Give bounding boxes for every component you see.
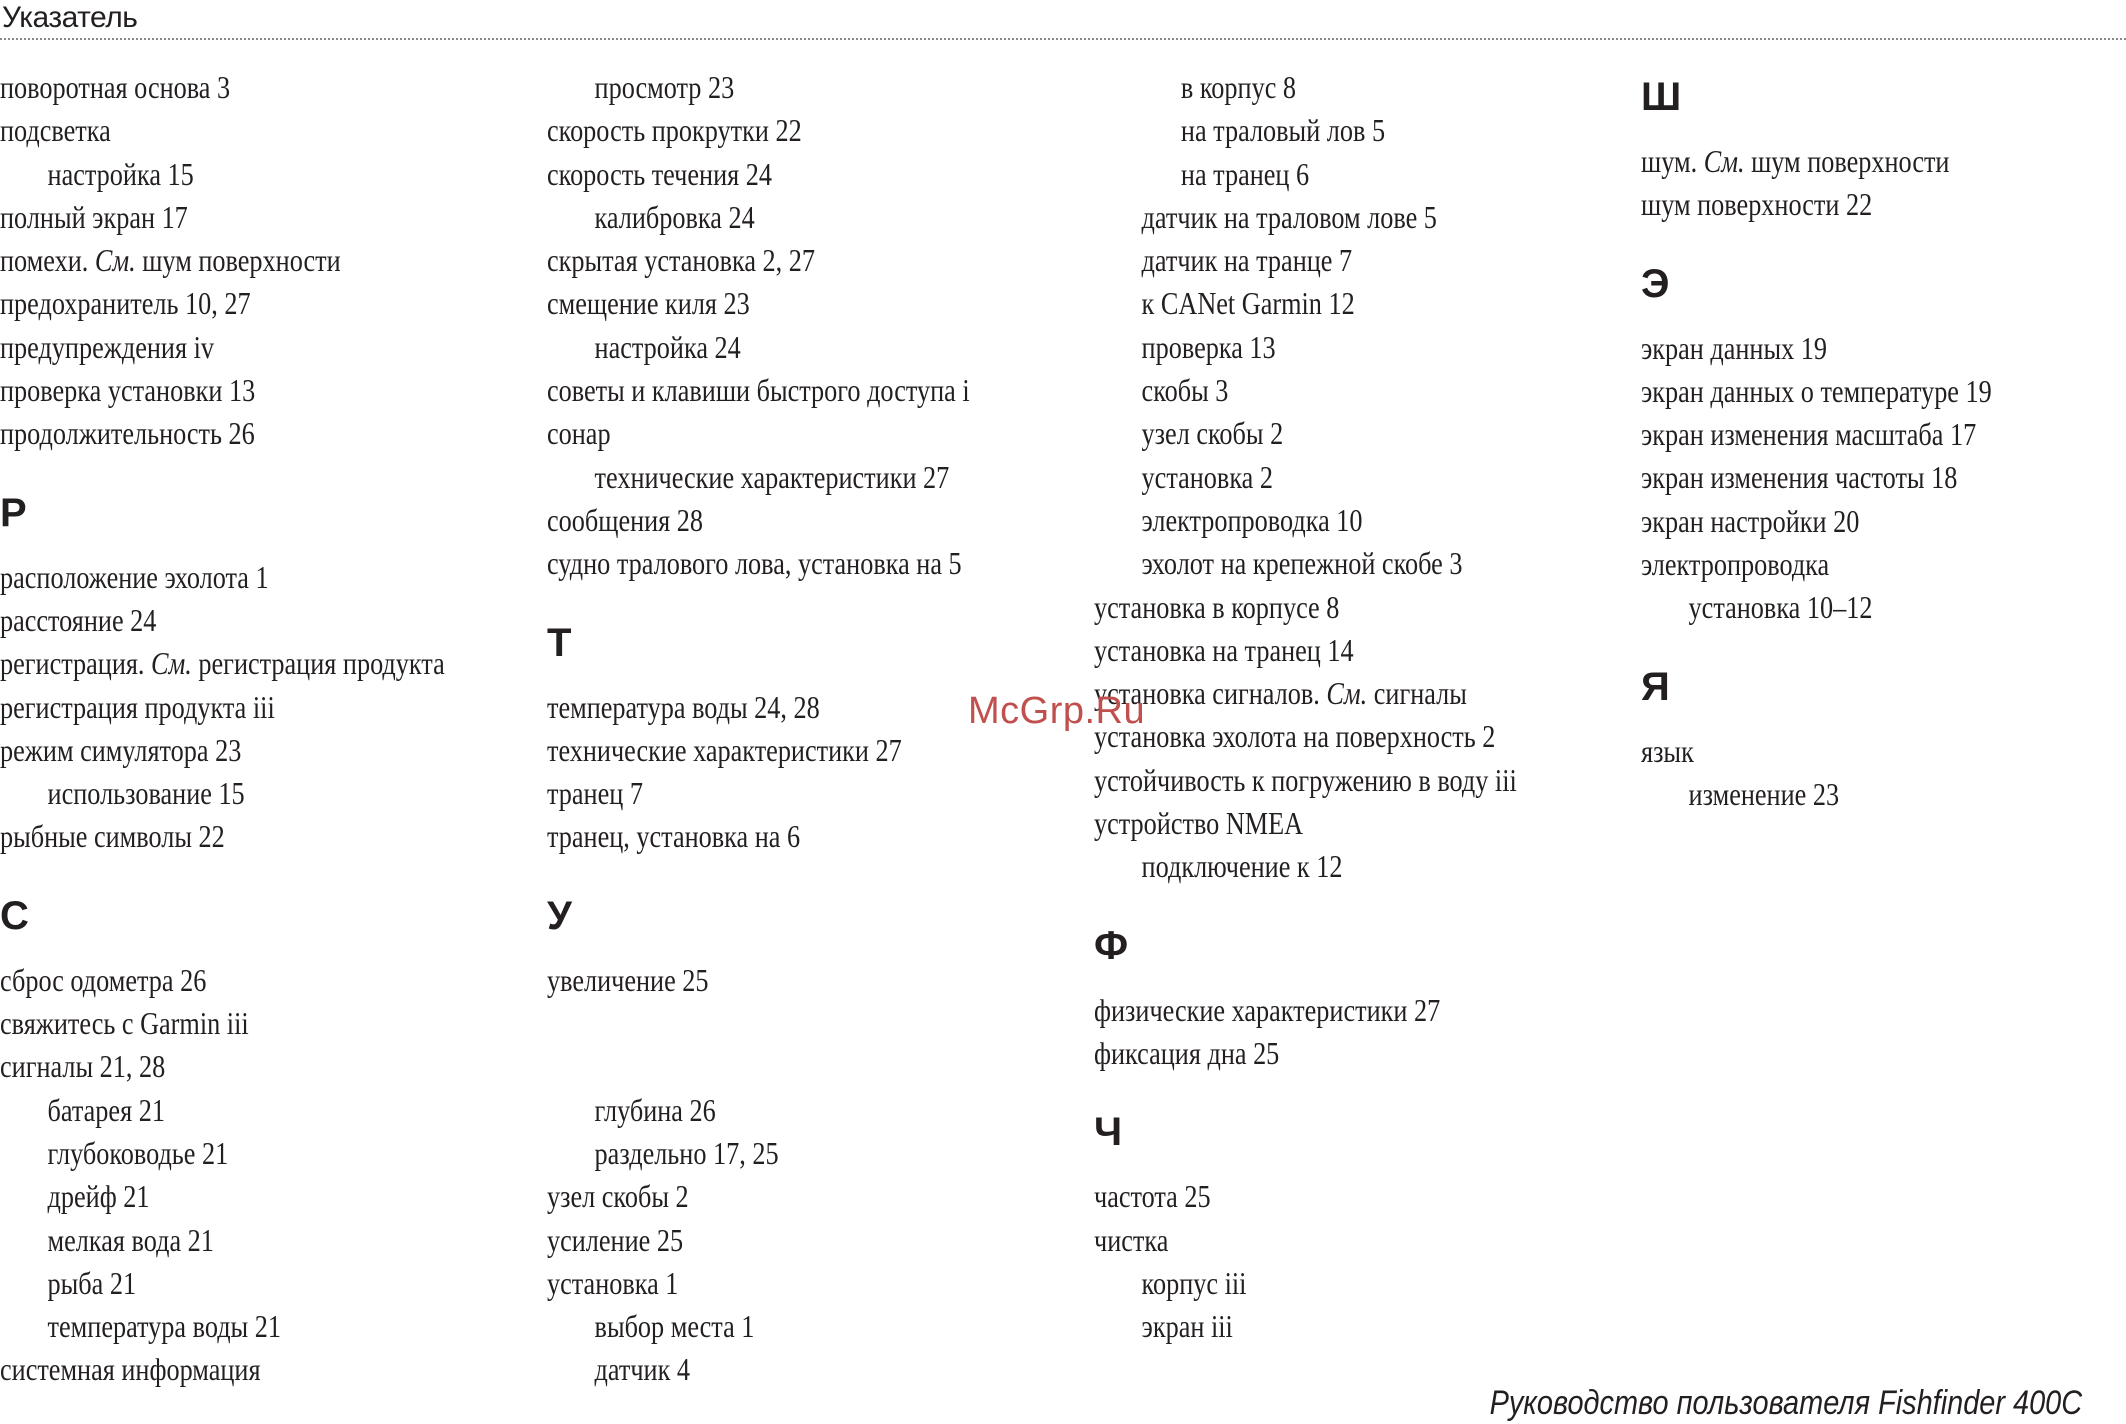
index-entry: судно тралового лова, установка на 5: [547, 545, 962, 582]
index-entry: усиление 25: [547, 1221, 684, 1258]
index-entry-see: [0, 239, 445, 282]
index-entry: установка в корпусе 8: [1094, 588, 1340, 625]
index-subentry: к CANet Garmin 12: [1141, 285, 1355, 322]
index-letter-heading: С: [0, 893, 29, 938]
index-subentry: установка 10–12: [1688, 589, 1873, 626]
index-entry: скорость прокрутки 22: [547, 112, 802, 149]
index-entry: фиксация дна 25: [1094, 1034, 1280, 1071]
index-entry: установка 1: [547, 1264, 679, 1301]
index-entry: поворотная основа 3: [0, 69, 231, 105]
index-entry: устойчивость к погружению в воду iii: [1094, 761, 1517, 798]
index-column-3: [1094, 66, 1610, 1348]
index-spacer: [547, 1002, 970, 1045]
index-subentry: технические характеристики 27: [594, 458, 950, 495]
index-entry-target: регистрация продукта: [191, 645, 445, 682]
see-reference-label: См.: [151, 645, 192, 682]
index-entry-see: [1094, 672, 1517, 715]
index-subentry: на траловый лов 5: [1180, 112, 1386, 149]
index-subentry: скобы 3: [1141, 372, 1229, 409]
index-entry: установка на транец 14: [1094, 631, 1354, 668]
index-subentry: батарея 21: [47, 1091, 165, 1128]
index-subentry: выбор места 1: [594, 1308, 755, 1345]
index-entry: частота 25: [1094, 1178, 1211, 1215]
index-letter-heading: Э: [1641, 261, 1670, 306]
index-letter-heading: Т: [547, 620, 572, 665]
index-entry-text: установка сигналов.: [1094, 675, 1327, 712]
index-subentry: калибровка 24: [594, 198, 755, 235]
page-title: Указатель: [2, 1, 138, 34]
index-subentry: просмотр 23: [594, 69, 735, 105]
index-entry: предупреждения iv: [0, 328, 214, 365]
index-entry: расположение эхолота 1: [0, 558, 269, 595]
index-subentry: глубина 26: [594, 1091, 716, 1128]
index-column-4: [1641, 66, 2069, 816]
index-entry: транец 7: [547, 775, 643, 812]
index-letter-heading: У: [547, 893, 572, 938]
index-entry: смещение киля 23: [547, 285, 750, 322]
see-reference-label: См.: [1326, 675, 1368, 712]
index-entry: установка эхолота на поверхность 2: [1094, 718, 1496, 755]
index-entry: экран данных 19: [1641, 329, 1828, 366]
index-subentry: мелкая вода 21: [47, 1221, 214, 1258]
index-subentry: изменение 23: [1688, 775, 1840, 812]
index-entry-text: помехи.: [0, 242, 95, 279]
page-header: [0, 0, 2126, 40]
index-subentry: температура воды 21: [47, 1308, 281, 1345]
index-entry: узел скобы 2: [547, 1178, 689, 1215]
index-letter-heading: Ч: [1094, 1110, 1123, 1155]
index-entry: полный экран 17: [0, 198, 188, 235]
index-entry: расстояние 24: [0, 601, 157, 638]
index-letter-heading: Р: [0, 490, 27, 535]
index-entry: устройство NMEA: [1094, 805, 1304, 842]
index-subentry: датчик на транце 7: [1141, 242, 1353, 279]
index-entry-see: [1641, 140, 1992, 183]
index-entry: транец, установка на 6: [547, 818, 801, 855]
index-entry: режим симулятора 23: [0, 731, 242, 768]
index-subentry: дрейф 21: [47, 1178, 150, 1215]
index-entry: советы и клавиши быстрого доступа i: [547, 372, 970, 409]
index-entry: системная информация: [0, 1351, 261, 1388]
index-entry-target: шум поверхности: [1744, 143, 1950, 179]
index-subentry: датчик на траловом лове 5: [1141, 198, 1437, 235]
index-subentry: узел скобы 2: [1141, 415, 1284, 452]
index-spacer: [547, 1045, 970, 1088]
index-entry-target: шум поверхности: [135, 242, 341, 279]
index-entry: проверка установки 13: [0, 372, 256, 409]
index-subentry: в корпус 8: [1180, 69, 1297, 105]
index-entry-text: шум.: [1641, 143, 1704, 179]
index-entry: физические характеристики 27: [1094, 991, 1441, 1028]
index-entry: скрытая установка 2, 27: [547, 242, 815, 279]
index-entry: экран изменения частоты 18: [1641, 459, 1958, 496]
index-letter-heading: Ш: [1641, 75, 1682, 119]
index-subentry: проверка 13: [1141, 328, 1276, 365]
index-letter-heading: Я: [1641, 664, 1670, 709]
index-column-1: [0, 66, 542, 1392]
index-entry-see: [0, 642, 445, 685]
index-entry: свяжитесь с Garmin iii: [0, 1005, 249, 1042]
index-entry: скорость течения 24: [547, 155, 772, 192]
index-letter-heading: Ф: [1094, 923, 1129, 968]
index-subentry: экран iii: [1141, 1308, 1233, 1345]
index-subentry: корпус iii: [1141, 1264, 1247, 1301]
index-entry: экран изменения масштаба 17: [1641, 416, 1977, 453]
index-entry: сообщения 28: [547, 501, 704, 538]
index-entry: экран настройки 20: [1641, 502, 1860, 539]
index-entry: предохранитель 10, 27: [0, 285, 251, 322]
index-entry-target: сигналы: [1367, 675, 1467, 712]
index-entry: шум поверхности 22: [1641, 186, 1873, 223]
index-subentry: электропроводка 10: [1141, 501, 1363, 538]
index-entry: электропроводка: [1641, 546, 1830, 583]
see-reference-label: См.: [1703, 143, 1745, 179]
see-reference-label: См.: [94, 242, 136, 279]
index-subentry: настройка 24: [594, 328, 741, 365]
index-subentry: эхолот на крепежной скобе 3: [1141, 545, 1463, 582]
index-entry: увеличение 25: [547, 961, 709, 998]
index-entry: экран данных о температуре 19: [1641, 372, 1992, 409]
index-subentry: глубоководье 21: [47, 1134, 229, 1171]
index-subentry: датчик 4: [594, 1351, 691, 1388]
watermark: McGrp.Ru: [968, 690, 1146, 732]
index-entry: сигналы 21, 28: [0, 1048, 166, 1085]
index-entry: рыбные символы 22: [0, 818, 225, 855]
index-subentry: подключение к 12: [1141, 848, 1343, 885]
index-entry: температура воды 24, 28: [547, 688, 820, 725]
index-subentry: настройка 15: [47, 155, 194, 192]
index-subentry: установка 2: [1141, 458, 1273, 495]
index-entry: технические характеристики 27: [547, 731, 902, 768]
index-subentry: рыба 21: [47, 1264, 137, 1301]
index-entry: продолжительность 26: [0, 415, 255, 452]
index-entry: сонар: [547, 415, 611, 452]
index-subentry: раздельно 17, 25: [594, 1134, 779, 1171]
footer-manual-title: Руководство пользователя Fishfinder 400C: [1489, 1384, 2082, 1422]
index-entry: сброс одометра 26: [0, 961, 207, 998]
index-entry-text: регистрация.: [0, 645, 152, 682]
index-entry: чистка: [1094, 1221, 1169, 1258]
index-entry: подсветка: [0, 112, 111, 149]
index-entry: регистрация продукта iii: [0, 688, 275, 725]
index-entry: язык: [1641, 732, 1694, 769]
index-subentry: на транец 6: [1180, 155, 1310, 192]
index-subentry: использование 15: [47, 775, 245, 812]
